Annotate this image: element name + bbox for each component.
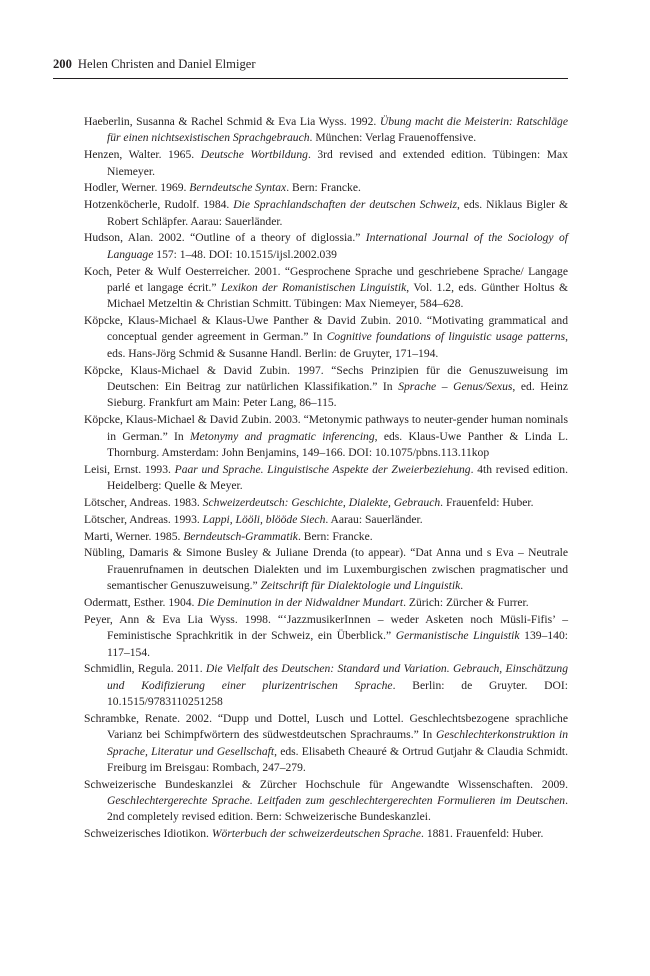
- reference-title: Die Sprachlandschaften der deutschen Schweiz: [233, 198, 457, 212]
- reference-entry: Schweizerisches Idiotikon. Wörterbuch der schweizerdeutschen Sprache. 1881. Frauenfeld: Huber.: [84, 827, 544, 841]
- reference-title: Berndeutsche Syntax: [189, 181, 287, 195]
- reference-entry: Köpcke, Klaus-Michael & David Zubin. 2003. “Metonymic pathways to neuter-gender human nominals in German.” In Metonymy and pragmatic inferencing, eds. Klaus-Uwe Panther & Linda L. Thornburg. Amsterdam: John Benjamins, 149–166. DOI: 10.1075/pbns.113.11kop: [84, 413, 569, 459]
- reference-entry: Lötscher, Andreas. 1983. Schweizerdeutsch: Geschichte, Dialekte, Gebrauch. Frauenfeld: Huber.: [84, 495, 534, 509]
- reference-title: Lappi, Lööli, blööde Siech: [202, 512, 326, 526]
- reference-entry: Nübling, Damaris & Simone Busley & Juliane Drenda (to appear). “Dat Anna und s Eva – Neutrale Frauenrufnamen in deutschen Dialekten und im Luxemburgischen zwischen pragmatischer und semantischer Genuszuweisung.” Zeitschrift für Dialektologie und Linguistik.: [84, 546, 568, 593]
- reference-entry: Köpcke, Klaus-Michael & Klaus-Uwe Panther & David Zubin. 2010. “Motivating grammatical and conceptual gender agreement in German.” In Cognitive foundations of linguistic usage patterns, eds. Hans-Jörg Schmid & Susanne Handl. Berlin: de Gruyter, 171–194.: [84, 314, 569, 360]
- reference-title: Geschlechterkonstruktion in Sprache, Literatur und Gesellschaft: [107, 728, 568, 758]
- reference-title: Zeitschrift für Dialektologie und Linguistik: [260, 579, 461, 593]
- reference-title: Lexikon der Romanistischen Linguistik: [220, 280, 407, 294]
- running-header: [53, 57, 568, 79]
- reference-entry: Leisi, Ernst. 1993. Paar und Sprache. Linguistische Aspekte der Zweierbeziehung. 4th revised edition. Heidelberg: Quelle & Meyer.: [84, 462, 568, 493]
- reference-title: Deutsche Wortbildung: [200, 148, 308, 162]
- reference-entry: Henzen, Walter. 1965. Deutsche Wortbildung. 3rd revised and extended edition. Tübingen: Max Niemeyer.: [84, 148, 568, 178]
- reference-entry: Hudson, Alan. 2002. “Outline of a theory of diglossia.” International Journal of the Sociology of Language 157: 1–48. DOI: 10.1515/ijsl.2002.039: [84, 231, 568, 261]
- reference-entry: Odermatt, Esther. 1904. Die Deminution in der Nidwaldner Mundart. Zürich: Zürcher & Furrer.: [84, 595, 529, 609]
- reference-title: Germanistische Linguistik: [395, 629, 520, 643]
- reference-entry: Marti, Werner. 1985. Berndeutsch-Grammatik. Bern: Francke.: [84, 529, 373, 543]
- reference-list: [84, 114, 568, 843]
- reference-title: International Journal of the Sociology of Language: [107, 231, 568, 261]
- reference-title: Die Vielfalt des Deutschen: Standard und Variation. Gebrauch, Einschätzung und Kodifizierung einer plurizentrischen Sprache: [107, 662, 568, 692]
- reference-title: Schweizerdeutsch: Geschichte, Dialekte, Gebrauch: [202, 495, 441, 509]
- running-header-authors: Helen Christen and Daniel Elmiger: [77, 57, 256, 71]
- reference-entry: Schmidlin, Regula. 2011. Die Vielfalt des Deutschen: Standard und Variation. Gebrauch, Einschätzung und Kodifizierung einer plurizentrischen Sprache. Berlin: de Gruyter. DOI: 10.1515/9783110251258: [84, 662, 568, 709]
- reference-title: Cognitive foundations of linguistic usage patterns: [326, 330, 566, 344]
- reference-title: Wörterbuch der schweizerdeutschen Sprache: [211, 827, 422, 841]
- reference-title: Metonymy and pragmatic inferencing: [190, 429, 375, 443]
- reference-entry: Hodler, Werner. 1969. Berndeutsche Syntax. Bern: Francke.: [84, 181, 361, 195]
- reference-title: Berndeutsch-Grammatik: [183, 529, 298, 543]
- reference-title: Geschlechtergerechte Sprache. Leitfaden zum geschlechtergerechten Formulieren im Deutschen: [107, 794, 566, 808]
- reference-entry: Köpcke, Klaus-Michael & David Zubin. 1997. “Sechs Prinzipien für die Genuszuweisung im Deutschen: Ein Beitrag zur natürlichen Klassifikation.” In Sprache – Genus/Sexus, ed. Heinz Sieburg. Frankfurt am Main: Peter Lang, 86–115.: [84, 363, 568, 410]
- reference-entry: Schrambke, Renate. 2002. “Dupp und Dottel, Lusch und Lottel. Geschlechtsbezogene sprachliche Varianz bei Schimpfwörtern des südwestdeutschen Sprachraums.” In Geschlechterkonstruktion in Sprache, Literatur und Gesellschaft, eds. Elisabeth Cheauré & Ortrud Gutjahr & Claudia Schmidt. Freiburg im Breisgau: Rombach, 247–279.: [84, 711, 568, 774]
- reference-title: Übung macht die Meisterin: Ratschläge für einen nichtsexistischen Sprachgebrauch: [107, 115, 569, 145]
- page-number: 200: [53, 57, 72, 71]
- reference-entry: Peyer, Ann & Eva Lia Wyss. 1998. “‘JazzmusikerInnen – weder Asketen noch Müsli-Fifis’ – Feministische Sprachkritik in der Schweiz, ein Überblick.” Germanistische Linguistik 139–140: 117–154.: [84, 612, 568, 659]
- reference-entry: Schweizerische Bundeskanzlei & Zürcher Hochschule für Angewandte Wissenschaften. 2009. Geschlechtergerechte Sprache. Leitfaden zum geschlechtergerechten Formulieren im Deutschen. 2nd completely revised edition. Bern: Schweizerische Bundeskanzlei.: [84, 777, 568, 824]
- reference-title: Sprache – Genus/Sexus: [398, 380, 513, 393]
- reference-title: Die Deminution in der Nidwaldner Mundart: [197, 595, 404, 609]
- reference-entry: Haeberlin, Susanna & Rachel Schmid & Eva Lia Wyss. 1992. Übung macht die Meisterin: Ratschläge für einen nichtsexistischen Sprachgebrauch. München: Verlag Frauenoffensive.: [84, 115, 569, 145]
- reference-title: Paar und Sprache. Linguistische Aspekte der Zweierbeziehung: [174, 462, 471, 476]
- reference-entry: Koch, Peter & Wulf Oesterreicher. 2001. “Gesprochene Sprache und geschriebene Sprache/ Langage parlé et langage écrit.” Lexikon der Romanistischen Linguistik, Vol. 1.2, eds. Günther Holtus & Michael Metzeltin & Christian Schmitt. Tübingen: Max Niemeyer, 584–628.: [84, 264, 568, 311]
- reference-entry: Lötscher, Andreas. 1993. Lappi, Lööli, blööde Siech. Aarau: Sauerländer.: [84, 512, 423, 526]
- reference-entry: Hotzenköcherle, Rudolf. 1984. Die Sprachlandschaften der deutschen Schweiz, eds. Niklaus Bigler & Robert Schläpfer. Aarau: Sauerländer.: [84, 198, 568, 228]
